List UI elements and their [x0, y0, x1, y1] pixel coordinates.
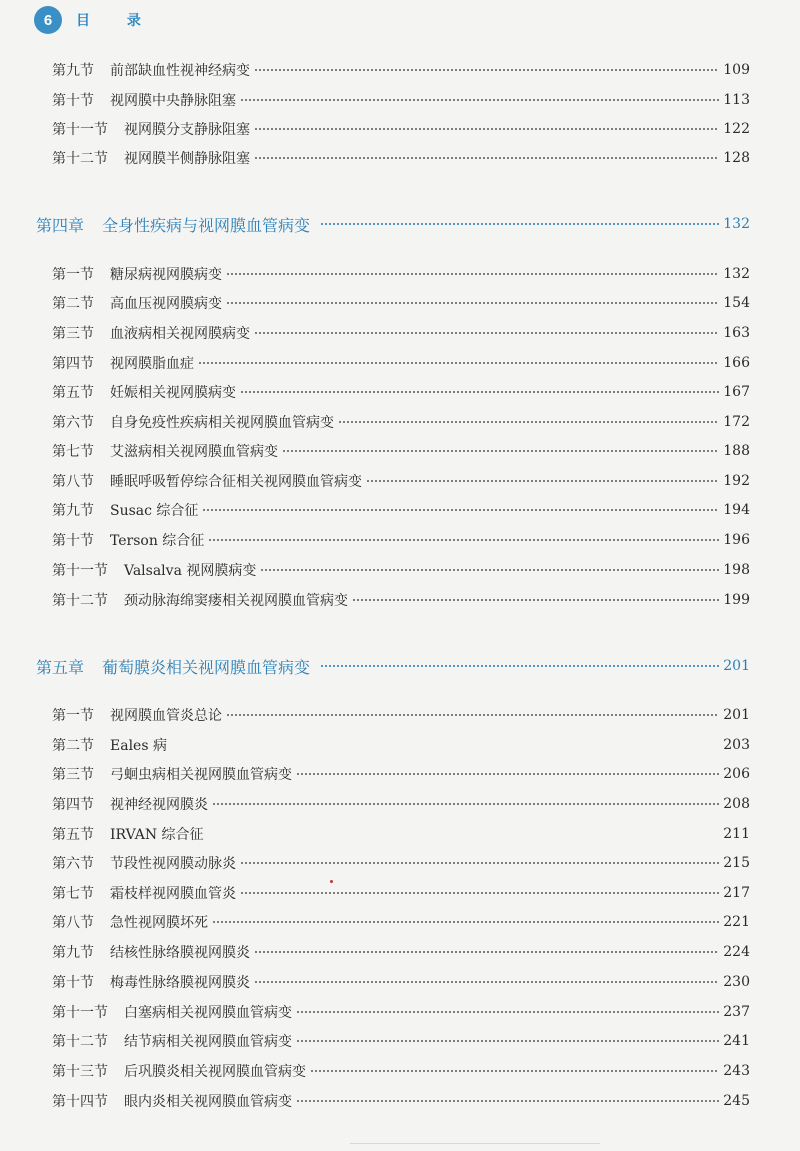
section-title: 视网膜半侧静脉阻塞	[124, 151, 250, 167]
section-page: 154	[723, 295, 750, 311]
section-page: 208	[723, 796, 750, 812]
chapter-number: 第五章	[36, 657, 85, 677]
toc-entry[interactable]	[52, 351, 750, 375]
section-page: 217	[723, 885, 750, 901]
leader-dots	[254, 128, 719, 130]
section-title: 梅毒性脉络膜视网膜炎	[110, 975, 250, 991]
toc-entry[interactable]	[52, 703, 750, 727]
leader-dots	[212, 803, 719, 805]
leader-dots	[310, 1070, 719, 1072]
section-number: 第八节	[52, 474, 94, 490]
section-page: 109	[723, 62, 750, 78]
section-page: 199	[723, 592, 750, 608]
chapter-number: 第四章	[36, 215, 85, 235]
toc-entry[interactable]	[52, 380, 750, 404]
toc-entry[interactable]	[52, 822, 750, 846]
section-page: 245	[723, 1093, 750, 1109]
leader-dots	[254, 332, 719, 334]
section-number: 第四节	[52, 797, 94, 813]
section-number: 第十节	[52, 93, 94, 109]
section-number: 第四节	[52, 356, 94, 372]
leader-dots	[202, 509, 719, 511]
section-page: 230	[723, 974, 750, 990]
section-page: 132	[723, 266, 750, 282]
leader-dots	[226, 714, 719, 716]
leader-dots	[296, 773, 719, 775]
toc-entry[interactable]	[52, 498, 750, 522]
leader-dots	[226, 302, 719, 304]
section-page: 206	[723, 766, 750, 782]
section-title: 视网膜分支静脉阻塞	[124, 122, 250, 138]
section-number: 第十三节	[52, 1064, 108, 1080]
section-number: 第一节	[52, 708, 94, 724]
section-title: 自身免疫性疾病相关视网膜血管病变	[110, 415, 334, 431]
ink-speck	[330, 880, 333, 883]
section-number: 第二节	[52, 296, 94, 312]
section-number: 第十节	[52, 975, 94, 991]
section-title: 眼内炎相关视网膜血管病变	[124, 1094, 292, 1110]
leader-dots	[282, 450, 719, 452]
section-page: 211	[723, 826, 750, 842]
section-number: 第十四节	[52, 1094, 108, 1110]
section-title: 节段性视网膜动脉炎	[110, 856, 236, 872]
section-page: 196	[723, 532, 750, 548]
leader-dots	[296, 1040, 719, 1042]
section-number: 第十二节	[52, 593, 108, 609]
section-title: 糖尿病视网膜病变	[110, 267, 222, 283]
section-number: 第十一节	[52, 1005, 108, 1021]
section-title: 视网膜脂血症	[110, 356, 194, 372]
toc-entry[interactable]	[52, 410, 750, 434]
chapter-title: 全身性疾病与视网膜血管病变	[102, 215, 311, 235]
section-page: 241	[723, 1033, 750, 1049]
section-number: 第十一节	[52, 563, 108, 579]
section-page: 201	[723, 707, 750, 723]
leader-dots	[212, 921, 719, 923]
section-title: Terson 综合征	[110, 533, 205, 549]
page-header	[34, 6, 157, 34]
section-page: 194	[723, 502, 750, 518]
section-number: 第十一节	[52, 122, 108, 138]
leader-dots	[226, 273, 719, 275]
leader-dots	[240, 862, 719, 864]
section-title: 视网膜中央静脉阻塞	[110, 93, 236, 109]
section-page: 243	[723, 1063, 750, 1079]
section-page: 163	[723, 325, 750, 341]
section-page: 122	[723, 121, 750, 137]
section-number: 第十节	[52, 533, 94, 549]
chapter-page: 132	[723, 216, 750, 232]
section-number: 第六节	[52, 415, 94, 431]
section-page: 166	[723, 355, 750, 371]
toc-entry[interactable]	[52, 881, 750, 905]
section-number: 第五节	[52, 385, 94, 401]
leader-dots	[198, 362, 719, 364]
section-page: 128	[723, 150, 750, 166]
section-title: 霜枝样视网膜血管炎	[110, 886, 236, 902]
leader-dots	[240, 892, 719, 894]
toc-entry[interactable]	[52, 321, 750, 345]
section-title: 血液病相关视网膜病变	[110, 326, 250, 342]
leader-dots	[254, 951, 719, 953]
leader-dots	[296, 1011, 719, 1013]
section-title: 急性视网膜坏死	[110, 915, 208, 931]
toc-entry[interactable]	[52, 588, 750, 612]
leader-dots	[254, 157, 719, 159]
leader-dots	[320, 665, 719, 667]
section-number: 第十二节	[52, 151, 108, 167]
section-number: 第九节	[52, 63, 94, 79]
section-title: Valsalva 视网膜病变	[124, 563, 257, 579]
toc-entry[interactable]	[52, 733, 750, 757]
toc-entry[interactable]	[52, 910, 750, 934]
section-page: 192	[723, 473, 750, 489]
section-title: 后巩膜炎相关视网膜血管病变	[124, 1064, 306, 1080]
leader-dots	[240, 391, 719, 393]
section-page: 167	[723, 384, 750, 400]
toc-entry[interactable]	[52, 88, 750, 112]
section-title: 视网膜血管炎总论	[110, 708, 222, 724]
toc-entry[interactable]	[52, 1029, 750, 1053]
section-page: 215	[723, 855, 750, 871]
section-title: 结节病相关视网膜血管病变	[124, 1034, 292, 1050]
toc-entry[interactable]	[52, 262, 750, 286]
section-number: 第九节	[52, 503, 94, 519]
leader-dots	[366, 480, 719, 482]
toc-entry[interactable]	[52, 117, 750, 141]
section-page: 203	[723, 737, 750, 753]
section-number: 第一节	[52, 267, 94, 283]
section-number: 第六节	[52, 856, 94, 872]
section-title: 结核性脉络膜视网膜炎	[110, 945, 250, 961]
section-title: 睡眠呼吸暂停综合征相关视网膜血管病变	[110, 474, 362, 490]
leader-dots	[260, 569, 719, 571]
leader-dots	[254, 69, 719, 71]
section-title: Susac 综合征	[110, 503, 199, 519]
section-page: 224	[723, 944, 750, 960]
section-title: 颈动脉海绵窦瘘相关视网膜血管病变	[124, 593, 348, 609]
toc-entry[interactable]	[52, 58, 750, 82]
section-page: 188	[723, 443, 750, 459]
section-page: 237	[723, 1004, 750, 1020]
chapter-heading[interactable]	[36, 653, 750, 679]
section-number: 第三节	[52, 767, 94, 783]
toc-entry[interactable]	[52, 1059, 750, 1083]
section-page: 172	[723, 414, 750, 430]
page-number-badge: 6	[34, 6, 62, 34]
toc-entry[interactable]	[52, 762, 750, 786]
toc-entry[interactable]	[52, 970, 750, 994]
section-number: 第九节	[52, 945, 94, 961]
toc-entry[interactable]	[52, 528, 750, 552]
leader-dots	[320, 223, 719, 225]
section-number: 第二节	[52, 738, 94, 754]
section-title: Eales 病	[110, 738, 167, 754]
section-title: 高血压视网膜病变	[110, 296, 222, 312]
section-number: 第七节	[52, 444, 94, 460]
section-title: 白塞病相关视网膜血管病变	[124, 1005, 292, 1021]
toc-entry[interactable]	[52, 558, 750, 582]
page-edge-line	[350, 1143, 600, 1144]
toc-entry[interactable]	[52, 1089, 750, 1113]
leader-dots	[352, 599, 719, 601]
chapter-page: 201	[723, 658, 750, 674]
toc-entry[interactable]	[52, 291, 750, 315]
toc-entry[interactable]	[52, 1000, 750, 1024]
section-number: 第三节	[52, 326, 94, 342]
section-page: 221	[723, 914, 750, 930]
section-title: 妊娠相关视网膜病变	[110, 385, 236, 401]
section-page: 198	[723, 562, 750, 578]
toc-entry[interactable]	[52, 469, 750, 493]
section-number: 第七节	[52, 886, 94, 902]
leader-dots	[208, 539, 719, 541]
toc-entry[interactable]	[52, 792, 750, 816]
section-page: 113	[723, 92, 750, 108]
toc-entry[interactable]	[52, 146, 750, 170]
leader-dots	[338, 421, 719, 423]
section-title: 视神经视网膜炎	[110, 797, 208, 813]
header-title: 目 录	[76, 13, 157, 29]
toc-entry[interactable]	[52, 439, 750, 463]
section-title: 弓蛔虫病相关视网膜血管病变	[110, 767, 292, 783]
section-number: 第十二节	[52, 1034, 108, 1050]
section-title: IRVAN 综合征	[110, 827, 204, 843]
leader-dots	[296, 1100, 719, 1102]
section-number: 第八节	[52, 915, 94, 931]
chapter-heading[interactable]	[36, 211, 750, 237]
chapter-title: 葡萄膜炎相关视网膜血管病变	[102, 657, 311, 677]
section-title: 前部缺血性视神经病变	[110, 63, 250, 79]
toc-entry[interactable]	[52, 940, 750, 964]
leader-dots	[254, 981, 719, 983]
section-number: 第五节	[52, 827, 94, 843]
section-title: 艾滋病相关视网膜血管病变	[110, 444, 278, 460]
leader-dots	[240, 99, 719, 101]
toc-entry[interactable]	[52, 851, 750, 875]
